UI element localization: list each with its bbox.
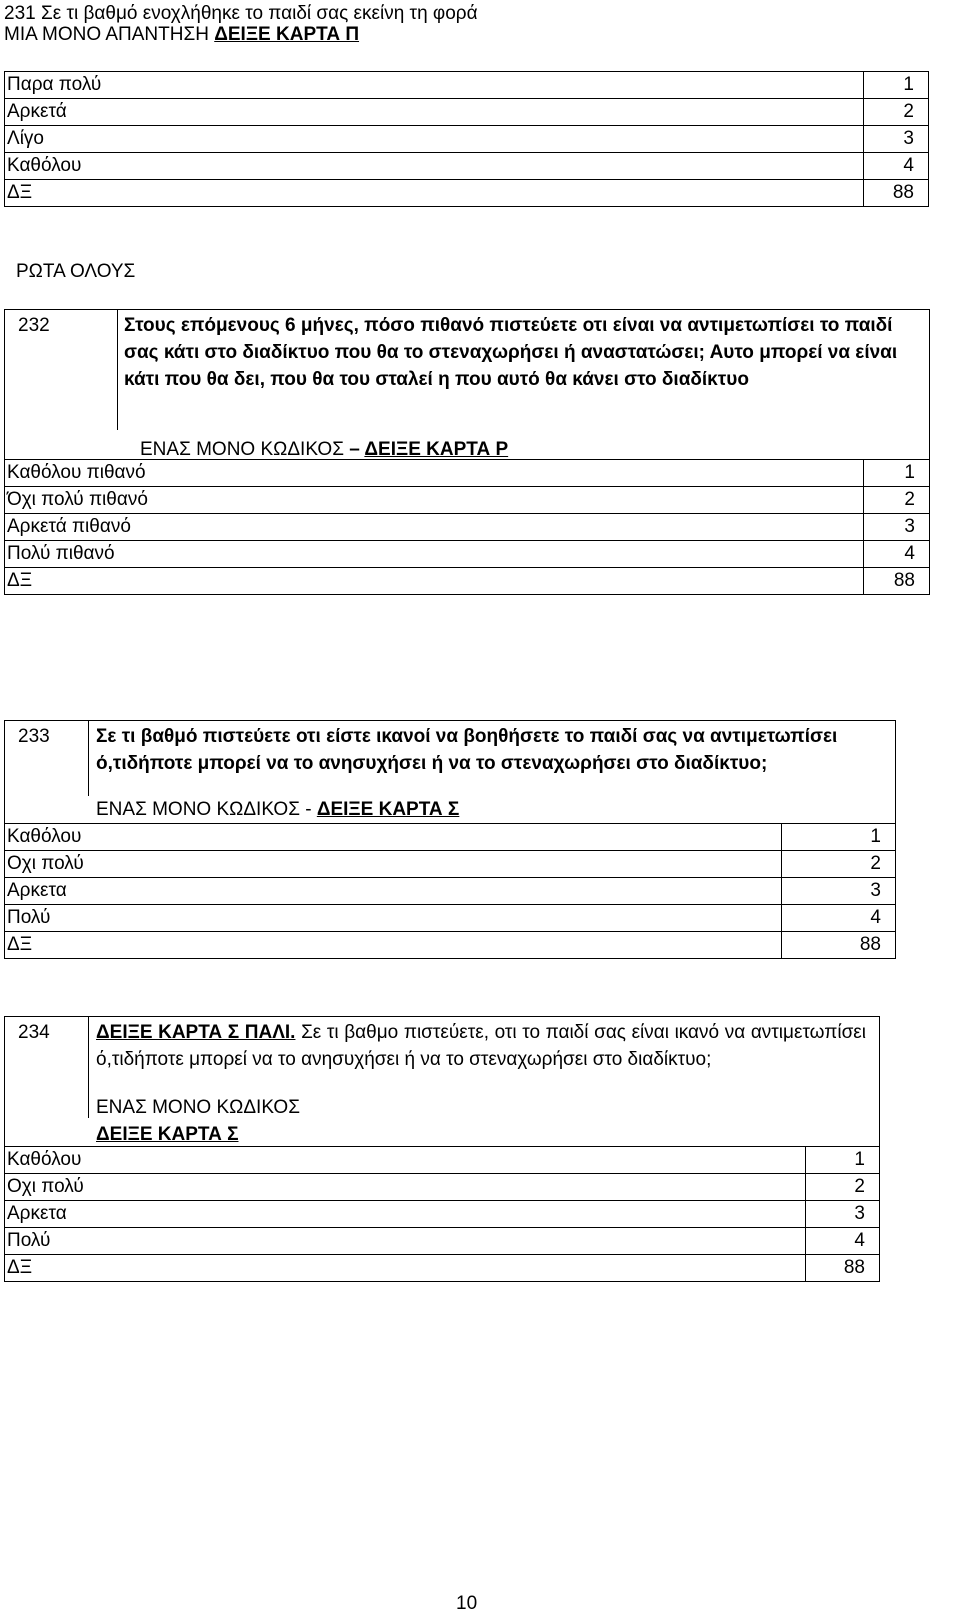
q234-option-code: 88 (806, 1255, 880, 1282)
q232-instruction-dash: – (349, 439, 365, 460)
q233-option-label: Οχι πολύ (5, 851, 782, 878)
q231-option-row (5, 126, 929, 153)
q233-option-row (5, 878, 896, 905)
q231-option-code: 4 (864, 153, 929, 180)
q234-option-label: Οχι πολύ (5, 1174, 806, 1201)
q234-option-label: Πολύ (5, 1228, 806, 1255)
q233-option-label: Αρκετα (5, 878, 782, 905)
q234-number: 234 (18, 1022, 50, 1043)
q232-option-row (5, 460, 930, 487)
q231-title: 231 Σε τι βαθμό ενοχλήθηκε το παιδί σας εκείνη τη φορά (4, 3, 478, 24)
q231-option-label: ΔΞ (5, 180, 864, 207)
q234-option-row (5, 1174, 880, 1201)
q232-instruction-prefix: ΕΝΑΣ ΜΟΝΟ ΚΩΔΙΚΟΣ (140, 439, 350, 460)
q233-option-label: ΔΞ (5, 932, 782, 959)
q232-option-code: 88 (864, 568, 930, 595)
q233-card-label: ΔΕΙΞΕ ΚΑΡΤΑ Σ (316, 799, 460, 820)
q234-option-code: 1 (806, 1147, 880, 1174)
q233-instruction (96, 796, 459, 823)
q234-question-body: Σε τι βαθμο πιστεύετε, οτι το παιδί σας είναι ικανό να αντιμετωπίσει ό,τιδήποτε μπορεί να το ανησυχήσει ή να το στεναχωρήσει στο διαδίκτυο; (96, 1022, 866, 1070)
q231-instruction (4, 21, 359, 48)
q232-card-label: ΔΕΙΞΕ ΚΑΡΤΑ Ρ (364, 439, 509, 460)
q234-divider (88, 1016, 89, 1118)
q232-option-code: 1 (864, 460, 930, 487)
q231-card-label: ΔΕΙΞΕ ΚΑΡΤΑ Π (214, 24, 360, 45)
q232-option-label: ΔΞ (5, 568, 864, 595)
q232-option-row (5, 487, 930, 514)
q231-option-code: 3 (864, 126, 929, 153)
q232-option-label: Όχι πολύ πιθανό (5, 487, 864, 514)
q233-option-label: Πολύ (5, 905, 782, 932)
q231-option-code: 2 (864, 99, 929, 126)
q232-option-code: 2 (864, 487, 930, 514)
q233-question-text: Σε τι βαθμό πιστεύετε οτι είστε ικανοί να βοηθήσετε το παιδί σας να αντιμετωπίσει ό,τιδήποτε μπορεί να το ανησυχήσει ή να το στεναχωρήσει στο διαδίκτυο; (96, 726, 838, 774)
q234-card-reminder: ΔΕΙΞΕ ΚΑΡΤΑ Σ ΠΑΛΙ. (96, 1022, 296, 1043)
q231-option-label: Αρκετά (5, 99, 864, 126)
q231-option-row (5, 153, 929, 180)
q233-divider (88, 720, 89, 796)
q234-option-row (5, 1147, 880, 1174)
q231-option-row (5, 72, 929, 99)
q234-option-code: 4 (806, 1228, 880, 1255)
q233-option-row (5, 905, 896, 932)
q232-options-table (4, 459, 930, 595)
q232-option-code: 4 (864, 541, 930, 568)
q234-option-code: 2 (806, 1174, 880, 1201)
q231-option-code: 88 (864, 180, 929, 207)
q233-option-row (5, 851, 896, 878)
page-number: 10 (456, 1593, 478, 1614)
q232-question-text: Στους επόμενους 6 μήνες, πόσο πιθανό πιστεύετε οτι είναι να αντιμετωπίσει το παιδί σας κάτι στο διαδίκτυο που θα το στεναχωρήσει ή αναστατώσει; Αυτο μπορεί να είναι κάτι που θα δει, που θα του σταλεί η που αυτό θα κάνει στο διαδίκτυο (124, 315, 898, 390)
q232-option-row (5, 541, 930, 568)
ask-all-instruction: ΡΩΤΑ ΟΛΟΥΣ (16, 261, 136, 282)
q232-option-label: Πολύ πιθανό (5, 541, 864, 568)
q231-option-code: 1 (864, 72, 929, 99)
q234-card-label: ΔΕΙΞΕ ΚΑΡΤΑ Σ (96, 1124, 239, 1145)
q231-options-table (4, 71, 929, 207)
q232-option-label: Καθόλου πιθανό (5, 460, 864, 487)
q233-instruction-prefix: ΕΝΑΣ ΜΟΝΟ ΚΩΔΙΚΟΣ - (96, 799, 317, 820)
q231-option-label: Παρα πολύ (5, 72, 864, 99)
q233-option-label: Καθόλου (5, 824, 782, 851)
q232-option-row (5, 514, 930, 541)
q234-option-row (5, 1201, 880, 1228)
q233-options-table (4, 823, 896, 959)
q233-option-code: 1 (782, 824, 896, 851)
q231-instruction-prefix: ΜΙΑ ΜΟΝΟ ΑΠΑΝΤΗΣΗ (4, 24, 215, 45)
q234-option-label: Αρκετα (5, 1201, 806, 1228)
q234-option-row (5, 1255, 880, 1282)
q232-option-label: Αρκετά πιθανό (5, 514, 864, 541)
q233-option-row (5, 932, 896, 959)
q234-option-row (5, 1228, 880, 1255)
q231-option-row (5, 180, 929, 207)
q232-option-code: 3 (864, 514, 930, 541)
q234-question-text (96, 1019, 866, 1073)
q232-divider (117, 309, 118, 430)
q233-option-code: 2 (782, 851, 896, 878)
q233-option-code: 3 (782, 878, 896, 905)
q231-option-label: Λίγο (5, 126, 864, 153)
q234-options-table (4, 1146, 880, 1282)
q233-option-code: 88 (782, 932, 896, 959)
q234-option-code: 3 (806, 1201, 880, 1228)
q232-number: 232 (18, 315, 50, 336)
q233-option-row (5, 824, 896, 851)
q234-option-label: Καθόλου (5, 1147, 806, 1174)
q233-option-code: 4 (782, 905, 896, 932)
q234-instruction: ΕΝΑΣ ΜΟΝΟ ΚΩΔΙΚΟΣ (96, 1097, 300, 1118)
q234-option-label: ΔΞ (5, 1255, 806, 1282)
q232-option-row (5, 568, 930, 595)
q231-option-row (5, 99, 929, 126)
q233-number: 233 (18, 726, 50, 747)
q231-option-label: Καθόλου (5, 153, 864, 180)
